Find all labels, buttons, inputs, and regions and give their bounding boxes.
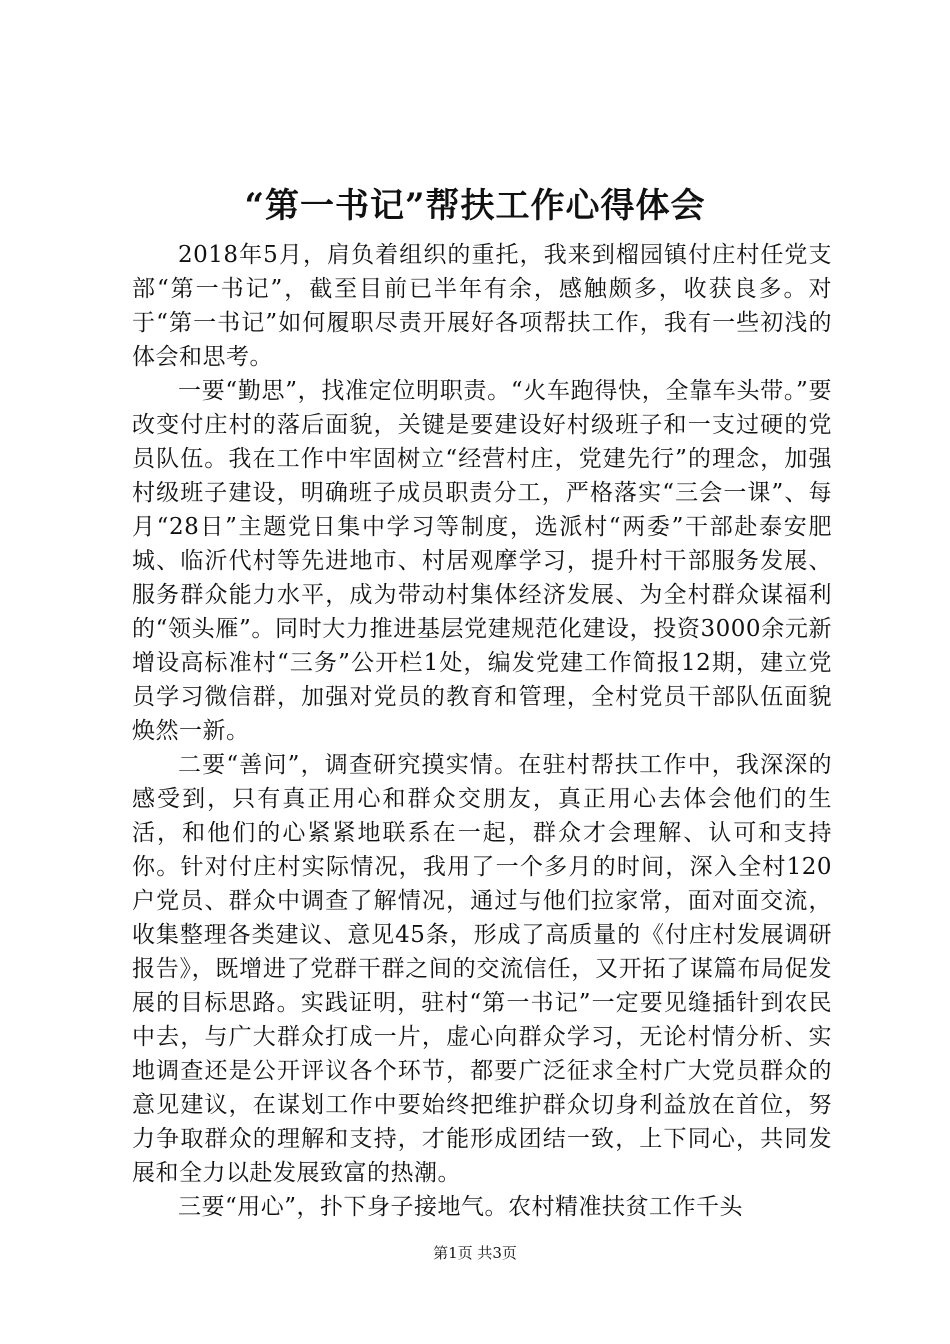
paragraph-yongxin: 三要“用心”，扑下身子接地气。农村精准扶贫工作千头 (178, 1194, 744, 1220)
page-number-footer: 第1页 共3页 (433, 1244, 517, 1262)
paragraph-intro: 2018年5月，肩负着组织的重托，我来到榴园镇付庄村任党支部“第一书记”，截至目前已半年有余，感触颇多，收获良多。对于“第一书记”如何履职尽责开展好各项帮扶工作，我有一些初浅的体会和思考。 (132, 242, 832, 370)
document-body (132, 238, 832, 1224)
paragraph-shanwen: 二要“善问”，调查研究摸实情。在驻村帮扶工作中，我深深的感受到，只有真正用心和群众交朋友，真正用心去体会他们的生活，和他们的心紧紧地联系在一起，群众才会理解、认可和支持你。针对付庄村实际情况，我用了一个多月的时间，深入全村120户党员、群众中调查了解情况，通过与他们拉家常，面对面交流，收集整理各类建议、意见45条，形成了高质量的《付庄村发展调研报告》，既增进了党群干群之间的交流信任，又开拓了谋篇布局促发展的目标思路。实践证明，驻村“第一书记”一定要见缝插针到农民中去，与广大群众打成一片，虚心向群众学习，无论村情分析、实地调查还是公开评议各个环节，都要广泛征求全村广大党员群众的意见建议，在谋划工作中要始终把维护群众切身利益放在首位，努力争取群众的理解和支持，才能形成团结一致，上下同心，共同发展和全力以赴发展致富的热潮。 (132, 752, 832, 1186)
paragraph-qinsi: 一要“勤思”，找准定位明职责。“火车跑得快，全靠车头带。”要改变付庄村的落后面貌，关键是要建设好村级班子和一支过硬的党员队伍。我在工作中牢固树立“经营村庄，党建先行”的理念，加强村级班子建设，明确班子成员职责分工，严格落实“三会一课”、每月“28日”主题党日集中学习等制度，选派村“两委”干部赴泰安肥城、临沂代村等先进地市、村居观摩学习，提升村干部服务发展、服务群众能力水平，成为带动村集体经济发展、为全村群众谋福利的“领头雁”。同时大力推进基层党建规范化建设，投资3000余元新增设高标准村“三务”公开栏1处，编发党建工作简报12期，建立党员学习微信群，加强对党员的教育和管理，全村党员干部队伍面貌焕然一新。 (132, 378, 832, 744)
document-title: “第一书记”帮扶工作心得体会 (244, 186, 706, 226)
